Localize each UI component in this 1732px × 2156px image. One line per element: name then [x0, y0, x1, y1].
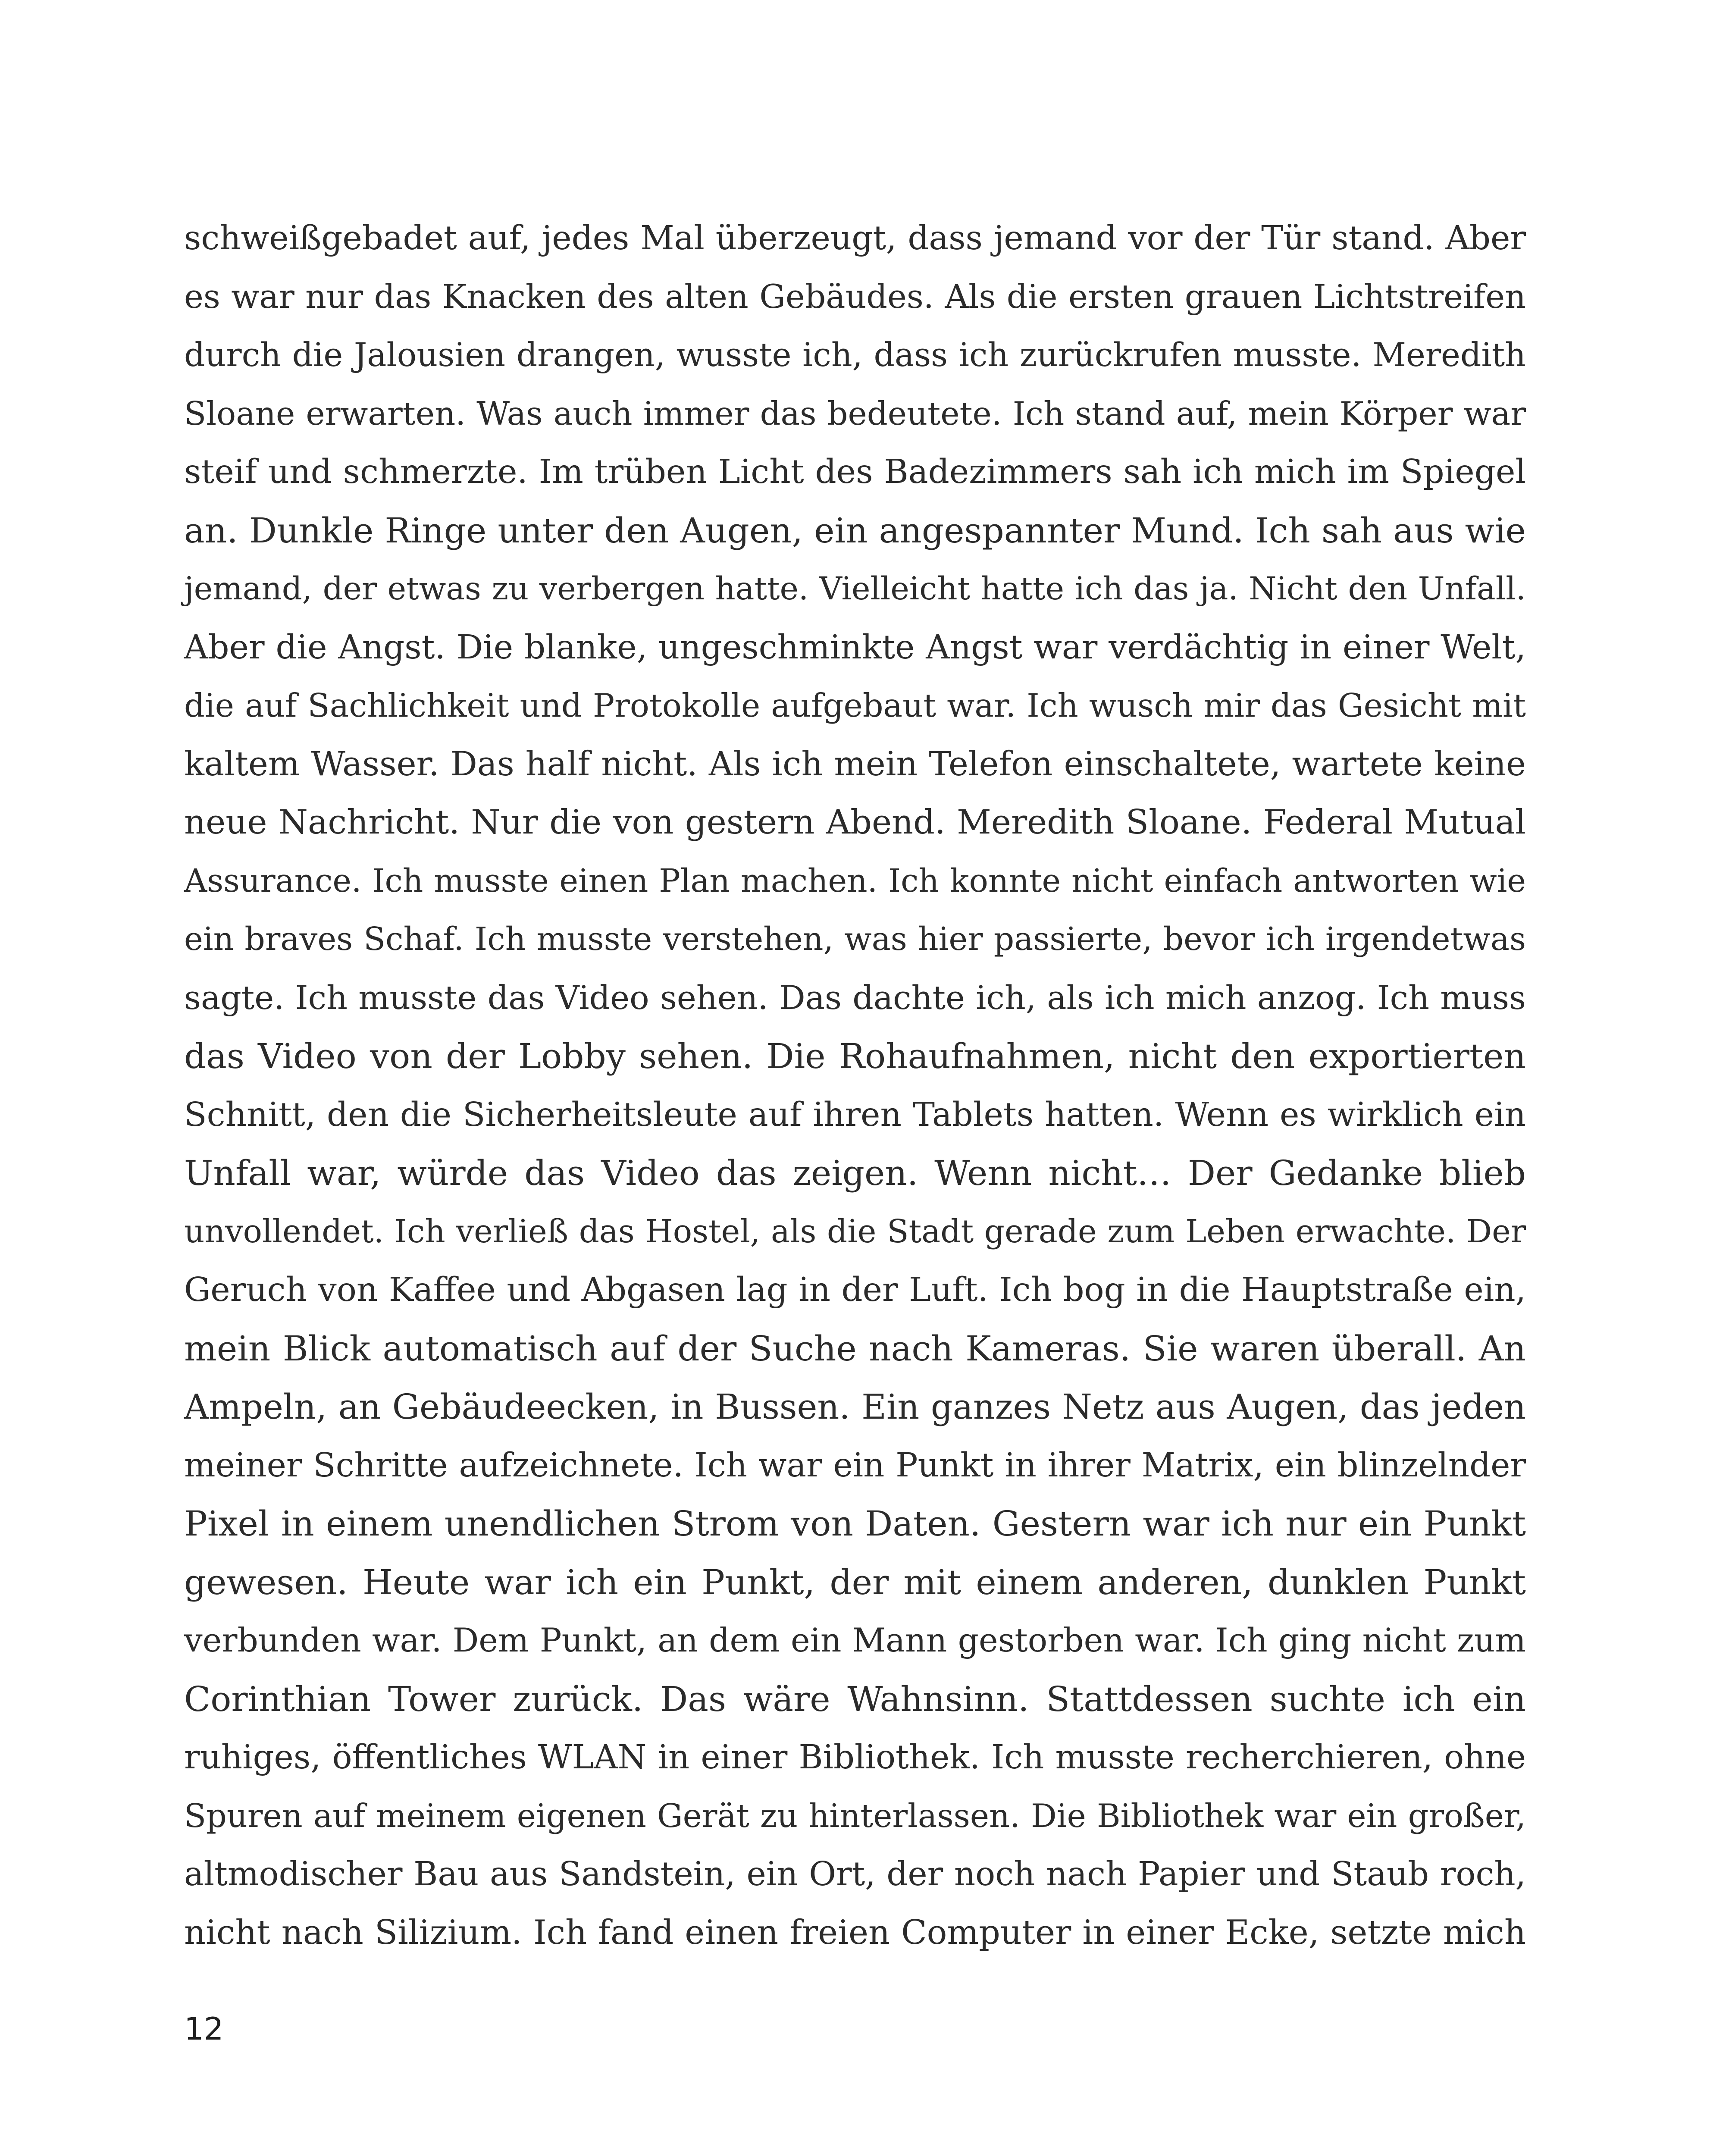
text-line: Aber die Angst. Die blanke, ungeschminkte Angst war verdächtig in einer Welt,: [184, 628, 1526, 667]
text-line: kaltem Wasser. Das half nicht. Als ich mein Telefon einschaltete, wartete keine: [184, 744, 1526, 783]
body-text: [184, 209, 1526, 1962]
text-line: unvollendet. Ich verließ das Hostel, als die Stadt gerade zum Leben erwachte. Der: [184, 1213, 1526, 1250]
text-line: an. Dunkle Ringe unter den Augen, ein angespannter Mund. Ich sah aus wie: [184, 510, 1526, 551]
text-line: ein braves Schaf. Ich musste verstehen, was hier passierte, bevor ich irgendetwas: [184, 921, 1526, 958]
text-line: die auf Sachlichkeit und Protokolle aufgebaut war. Ich wusch mir das Gesicht mit: [184, 687, 1526, 724]
text-line: Corinthian Tower zurück. Das wäre Wahnsinn. Stattdessen suchte ich ein: [184, 1679, 1526, 1719]
text-line: Ampeln, an Gebäudeecken, in Bussen. Ein ganzes Netz aus Augen, das jeden: [184, 1387, 1526, 1427]
text-line: jemand, der etwas zu verbergen hatte. Vielleicht hatte ich das ja. Nicht den Unfall.: [184, 570, 1526, 607]
text-line: Pixel in einem unendlichen Strom von Daten. Gestern war ich nur ein Punkt: [184, 1504, 1526, 1544]
page-number: 12: [184, 2011, 224, 2047]
text-line: altmodischer Bau aus Sandstein, ein Ort, der noch nach Papier und Staub roch,: [184, 1855, 1526, 1893]
text-line: schweißgebadet auf, jedes Mal überzeugt, dass jemand vor der Tür stand. Aber: [184, 219, 1526, 257]
text-line: das Video von der Lobby sehen. Die Rohaufnahmen, nicht den exportierten: [184, 1036, 1526, 1076]
text-line: neue Nachricht. Nur die von gestern Abend. Meredith Sloane. Federal Mutual: [184, 803, 1526, 842]
text-line: Unfall war, würde das Video das zeigen. Wenn nicht… Der Gedanke blieb: [184, 1153, 1526, 1193]
text-line: verbunden war. Dem Punkt, an dem ein Mann gestorben war. Ich ging nicht zum: [184, 1621, 1526, 1659]
text-line: mein Blick automatisch auf der Suche nach Kameras. Sie waren überall. An: [184, 1328, 1526, 1369]
text-line: Sloane erwarten. Was auch immer das bedeutete. Ich stand auf, mein Körper war: [184, 395, 1526, 432]
text-line: durch die Jalousien drangen, wusste ich, dass ich zurückrufen musste. Meredith: [184, 336, 1526, 374]
text-line: nicht nach Silizium. Ich fand einen freien Computer in einer Ecke, setzte mich: [184, 1913, 1526, 1952]
text-line: steif und schmerzte. Im trüben Licht des Badezimmers sah ich mich im Spiegel: [184, 453, 1526, 491]
text-line: es war nur das Knacken des alten Gebäudes. Als die ersten grauen Lichtstreifen: [184, 277, 1526, 316]
text-line: meiner Schritte aufzeichnete. Ich war ein Punkt in ihrer Matrix, ein blinzelnder: [184, 1446, 1526, 1485]
text-line: Assurance. Ich musste einen Plan machen. Ich konnte nicht einfach antworten wie: [184, 862, 1526, 899]
text-line: sagte. Ich musste das Video sehen. Das dachte ich, als ich mich anzog. Ich muss: [184, 978, 1526, 1017]
text-line: Spuren auf meinem eigenen Gerät zu hinterlassen. Die Bibliothek war ein großer,: [184, 1797, 1526, 1835]
text-line: gewesen. Heute war ich ein Punkt, der mit einem anderen, dunklen Punkt: [184, 1562, 1526, 1602]
text-line: Schnitt, den die Sicherheitsleute auf ihren Tablets hatten. Wenn es wirklich ein: [184, 1095, 1526, 1134]
text-line: Geruch von Kaffee und Abgasen lag in der Luft. Ich bog in die Hauptstraße ein,: [184, 1271, 1526, 1309]
text-line: ruhiges, öffentliches WLAN in einer Bibliothek. Ich musste recherchieren, ohne: [184, 1738, 1526, 1777]
